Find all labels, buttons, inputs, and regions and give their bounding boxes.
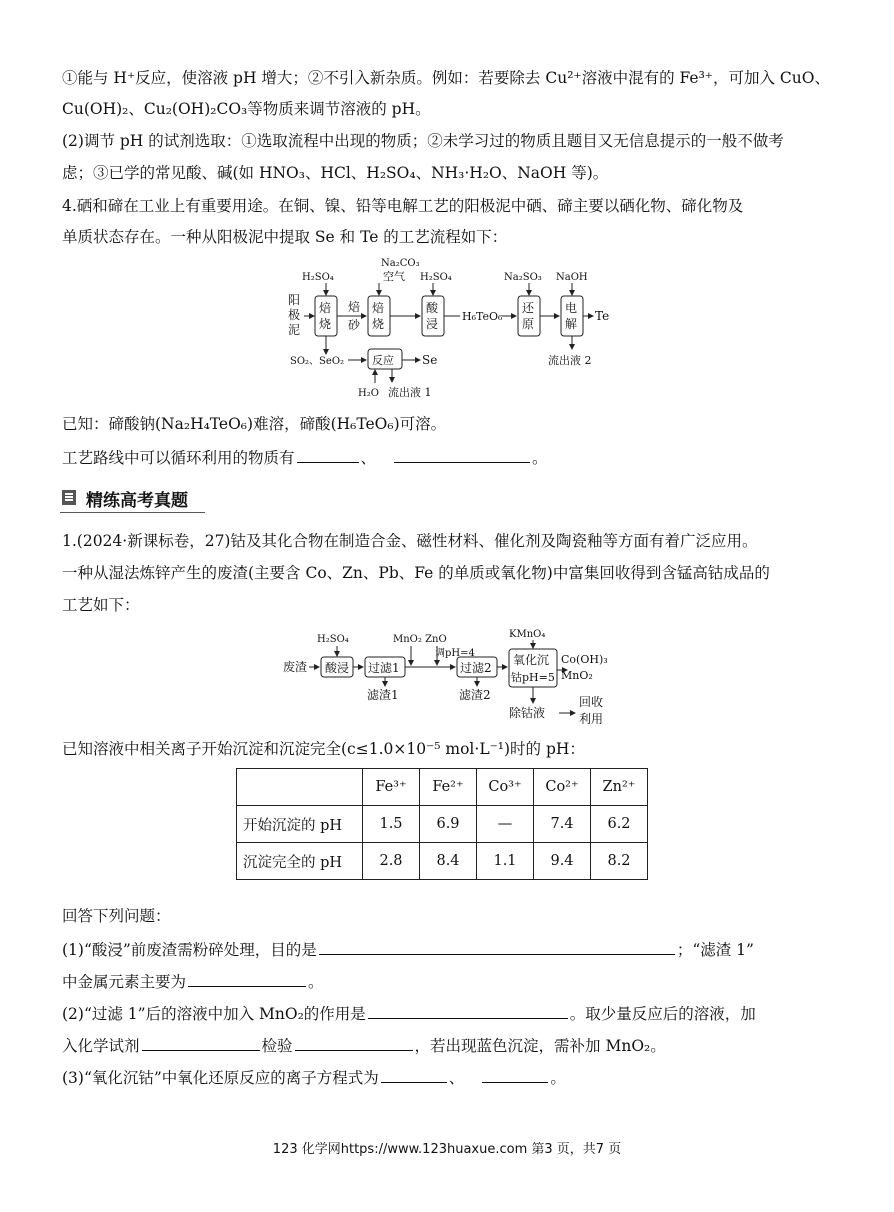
svg-text:氧化沉: 氧化沉 (513, 653, 550, 667)
svg-text:酸: 酸 (426, 301, 439, 315)
question-1-text: 1.(2024·新课标卷，27)钴及其化合物在制造合金、磁性材料、催化剂及陶瓷釉等方面有着广泛应用。 (62, 532, 758, 550)
svg-text:酸浸: 酸浸 (325, 661, 350, 675)
column-header: Zn²⁺ (591, 769, 648, 806)
svg-text:原: 原 (522, 317, 535, 331)
table-cell: 8.4 (420, 843, 477, 880)
question-2-prompt: 入化学试剂 检验 ，若出现蓝色沉淀，需补加 MnO₂。 (62, 1034, 666, 1056)
svg-text:H₆TeO₆: H₆TeO₆ (462, 310, 503, 323)
flowchart-se-te (280, 256, 620, 404)
table-cell: 6.9 (420, 806, 477, 843)
question-1-prompt: (1)“酸浸”前废渣需粉碎处理，目的是 ；“滤渣 1” (62, 938, 754, 960)
text-line: ①能与 H⁺反应，使溶液 pH 增大；②不引入新杂质。例如：若要除去 Cu²⁺溶液中混有的 Fe³⁺，可加入 CuO、 (62, 69, 830, 87)
page-footer: 123 化学网https://www.123huaxue.com 第3 页，共7 页 (272, 1142, 622, 1157)
svg-text:SO₂、SeO₂: SO₂、SeO₂ (290, 356, 345, 367)
svg-text:砂: 砂 (348, 318, 361, 332)
table-row (237, 806, 648, 843)
answer-blank[interactable] (381, 1066, 447, 1083)
question-4-text: 4.硒和碲在工业上有重要用途。在铜、镍、铅等电解工艺的阳极泥中硒、碲主要以硒化物、碲化物及 (62, 197, 744, 215)
answer-blank[interactable] (142, 1034, 260, 1051)
answer-blank[interactable] (319, 938, 675, 955)
svg-text:焙: 焙 (348, 300, 361, 314)
svg-text:过滤2: 过滤2 (460, 661, 492, 675)
text-line: 虑；③已学的常见酸、碱(如 HNO₃、HCl、H₂SO₄、NH₃·H₂O、NaOH 等)。 (62, 164, 609, 182)
svg-text:流出液 2: 流出液 2 (548, 354, 592, 367)
start-label: 阳 (288, 293, 301, 307)
answer-blank[interactable] (368, 1002, 568, 1019)
svg-text:Co(OH)₃: Co(OH)₃ (561, 653, 608, 666)
svg-text:滤渣1: 滤渣1 (367, 688, 399, 702)
svg-text:H₂SO₄: H₂SO₄ (302, 272, 334, 283)
svg-text:Te: Te (595, 309, 610, 323)
svg-text:KMnO₄: KMnO₄ (509, 629, 546, 640)
table-cell: 1.1 (477, 843, 534, 880)
table-cell: 2.8 (363, 843, 420, 880)
svg-text:极: 极 (288, 308, 301, 322)
column-header: Fe³⁺ (363, 769, 420, 806)
svg-text:滤渣2: 滤渣2 (459, 688, 491, 702)
question-4-text: 单质状态存在。一种从阳极泥中提取 Se 和 Te 的工艺流程如下： (62, 228, 508, 246)
svg-text:MnO₂ ZnO: MnO₂ ZnO (393, 634, 447, 645)
table-cell: 7.4 (534, 806, 591, 843)
svg-text:过滤1: 过滤1 (368, 661, 400, 675)
column-header: Fe²⁺ (420, 769, 477, 806)
answer-blank[interactable] (297, 446, 359, 463)
text-line: Cu(OH)₂、Cu₂(OH)₂CO₃等物质来调节溶液的 pH。 (62, 100, 431, 118)
svg-text:MnO₂: MnO₂ (561, 669, 593, 682)
table-cell: — (477, 806, 534, 843)
svg-text:浸: 浸 (426, 317, 439, 331)
known-info: 已知：碲酸钠(Na₂H₄TeO₆)难溶，碲酸(H₆TeO₆)可溶。 (62, 415, 447, 433)
svg-text:回收: 回收 (579, 695, 604, 709)
answer-blank[interactable] (482, 1066, 548, 1083)
table-intro: 已知溶液中相关离子开始沉淀和沉淀完全(c≤1.0×10⁻⁵ mol·L⁻¹)时的 pH： (62, 740, 585, 758)
answer-blank[interactable] (394, 446, 530, 463)
answer-blank[interactable] (188, 970, 306, 987)
ph-table (236, 768, 648, 880)
svg-text:流出液 1: 流出液 1 (388, 386, 432, 399)
column-header: Co²⁺ (534, 769, 591, 806)
svg-text:电: 电 (565, 301, 578, 315)
table-cell: 6.2 (591, 806, 648, 843)
questions-intro: 回答下列问题： (62, 907, 171, 925)
svg-text:空气: 空气 (383, 270, 405, 283)
row-header: 沉淀完全的 pH (237, 843, 363, 880)
flowchart-cobalt (283, 626, 643, 730)
svg-text:焙: 焙 (319, 301, 332, 315)
text-line: (2)调节 pH 的试剂选取：①选取流程中出现的物质；②未学习过的物质且题目又无信息提示的一般不做考 (62, 132, 784, 150)
svg-text:烧: 烧 (372, 317, 385, 331)
svg-text:泥: 泥 (288, 323, 301, 337)
svg-text:调pH=4: 调pH=4 (435, 648, 475, 659)
table-cell: 8.2 (591, 843, 648, 880)
row-header: 开始沉淀的 pH (237, 806, 363, 843)
answer-blank[interactable] (295, 1034, 413, 1051)
table-row (237, 843, 648, 880)
table-header-row (237, 769, 648, 806)
question-1-text: 工艺如下： (62, 596, 140, 614)
question-1-text: 一种从湿法炼锌产生的废渣(主要含 Co、Zn、Pb、Fe 的单质或氧化物)中富集回收得到含锰高钴成品的 (62, 564, 770, 582)
column-header: Co³⁺ (477, 769, 534, 806)
svg-text:还: 还 (522, 301, 535, 315)
question-2-prompt: (2)“过滤 1”后的溶液中加入 MnO₂的作用是 。取少量反应后的溶液，加 (62, 1002, 756, 1024)
svg-text:利用: 利用 (579, 712, 604, 726)
svg-text:Na₂CO₃: Na₂CO₃ (381, 258, 420, 269)
svg-text:H₂O: H₂O (358, 388, 379, 399)
question-1-prompt: 中金属元素主要为 。 (62, 970, 324, 992)
section-title: 精练高考真题 (86, 491, 188, 511)
section-header (60, 486, 205, 513)
svg-text:Na₂SO₃: Na₂SO₃ (504, 272, 542, 283)
svg-text:烧: 烧 (319, 317, 332, 331)
table-cell: 1.5 (363, 806, 420, 843)
question-4-ask: 工艺路线中可以循环利用的物质有 、 。 (62, 446, 548, 468)
svg-text:焙: 焙 (372, 301, 385, 315)
table-cell: 9.4 (534, 843, 591, 880)
svg-text:解: 解 (565, 317, 578, 331)
svg-text:反应: 反应 (372, 354, 394, 367)
svg-text:钴pH=5: 钴pH=5 (511, 671, 555, 684)
svg-text:Se: Se (422, 353, 438, 367)
question-3-prompt: (3)“氧化沉钴”中氧化还原反应的离子方程式为 、 。 (62, 1066, 566, 1088)
document-icon (62, 490, 76, 505)
svg-text:H₂SO₄: H₂SO₄ (420, 272, 452, 283)
svg-text:H₂SO₄: H₂SO₄ (317, 634, 349, 645)
svg-text:废渣: 废渣 (283, 660, 308, 674)
svg-text:除钴液: 除钴液 (509, 706, 546, 720)
svg-text:NaOH: NaOH (556, 272, 588, 283)
